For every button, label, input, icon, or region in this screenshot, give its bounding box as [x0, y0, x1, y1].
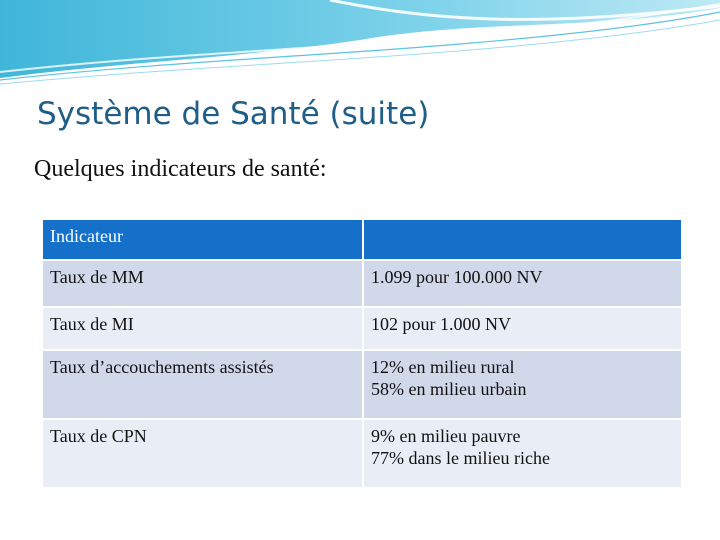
row-value	[363, 419, 682, 488]
decorative-wave-banner	[0, 0, 720, 90]
header-cell-indicator: Indicateur	[42, 219, 363, 260]
value-line: 58% en milieu urbain	[371, 379, 527, 399]
value-line: 9% en milieu pauvre	[371, 426, 521, 446]
row-value	[363, 307, 682, 350]
indicators-table	[41, 218, 683, 489]
value-line: 12% en milieu rural	[371, 357, 515, 377]
table-row	[42, 419, 682, 488]
table-header-row	[42, 219, 682, 260]
value-line: 102 pour 1.000 NV	[371, 314, 511, 334]
value-line: 77% dans le milieu riche	[371, 448, 550, 468]
row-label: Taux de MM	[42, 260, 363, 307]
table-row	[42, 350, 682, 419]
row-label: Taux de MI	[42, 307, 363, 350]
table-row	[42, 260, 682, 307]
value-line: 1.099 pour 100.000 NV	[371, 267, 543, 287]
header-cell-value	[363, 219, 682, 260]
row-label: Taux d’accouchements assistés	[42, 350, 363, 419]
row-label: Taux de CPN	[42, 419, 363, 488]
row-value	[363, 260, 682, 307]
slide-title: Système de Santé (suite)	[37, 96, 430, 132]
slide-subtitle: Quelques indicateurs de santé:	[34, 156, 327, 182]
row-value	[363, 350, 682, 419]
table-row	[42, 307, 682, 350]
